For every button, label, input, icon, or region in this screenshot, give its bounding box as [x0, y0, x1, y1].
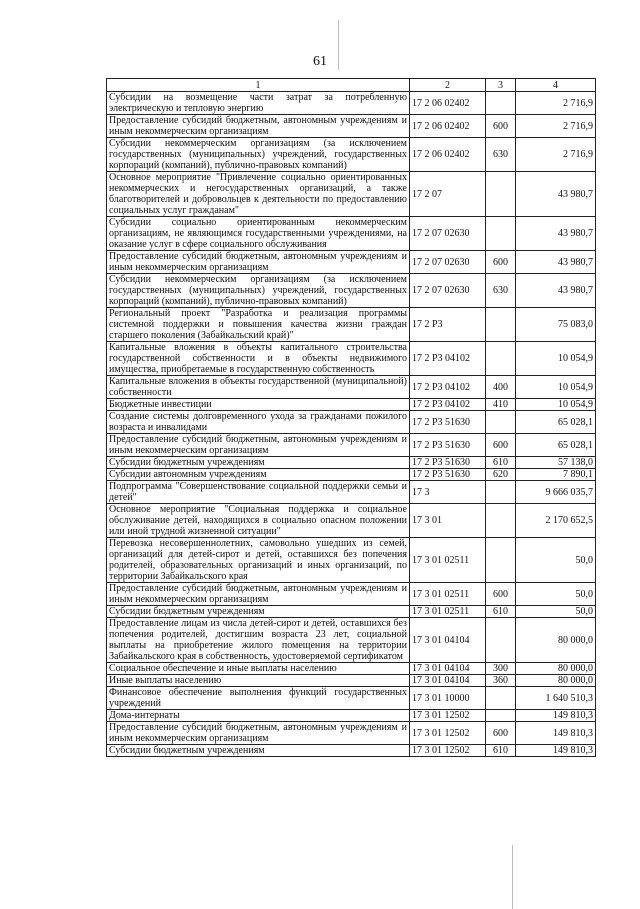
- row-vr: 620: [486, 469, 516, 481]
- row-sum: 65 028,1: [516, 411, 596, 434]
- row-vr: [486, 92, 516, 115]
- row-name: Предоставление субсидий бюджетным, автономным учреждениям и иным некоммерческим организациям: [107, 115, 410, 138]
- table-row: [107, 618, 596, 663]
- row-sum: 2 716,9: [516, 92, 596, 115]
- row-name: Дома-интернаты: [107, 710, 410, 722]
- row-name: Предоставление лицам из числа детей-сирот и детей, оставшихся без попечения родителей, достигшим возраста 23 лет, социальной выплаты на приобретение жилого помещения на территории Забайкальского края в собственность, удостоверяемой сертификатом: [107, 618, 410, 663]
- row-name: Основное мероприятие "Социальная поддержка и социальное обслуживание детей, находящихся в социально опасном положении или иной трудной жизненной ситуации": [107, 504, 410, 538]
- row-sum: 43 980,7: [516, 274, 596, 308]
- row-name: Региональный проект "Разработка и реализация программы системной поддержки и повышения качества жизни граждан старшего поколения (Забайкальский край)": [107, 308, 410, 342]
- row-code: 17 3 01 12502: [410, 745, 486, 757]
- row-name: Создание системы долговременного ухода за гражданами пожилого возраста и инвалидами: [107, 411, 410, 434]
- header-name: 1: [107, 79, 410, 92]
- row-name: Иные выплаты населению: [107, 675, 410, 687]
- header-vr: 3: [486, 79, 516, 92]
- row-sum: 149 810,3: [516, 710, 596, 722]
- row-sum: 75 083,0: [516, 308, 596, 342]
- table-row: [107, 663, 596, 675]
- table-row: [107, 710, 596, 722]
- row-code: 17 2 P3 04102: [410, 342, 486, 376]
- row-vr: [486, 481, 516, 504]
- row-sum: 2 716,9: [516, 115, 596, 138]
- row-name: Подпрограмма "Совершенствование социальной поддержки семьи и детей": [107, 481, 410, 504]
- row-name: Субсидии бюджетным учреждениям: [107, 606, 410, 618]
- row-vr: 360: [486, 675, 516, 687]
- row-code: 17 3 01 02511: [410, 606, 486, 618]
- row-code: 17 3 01 04104: [410, 675, 486, 687]
- fold-mark: [512, 845, 513, 909]
- row-code: 17 3 01 12502: [410, 710, 486, 722]
- row-name: Субсидии социально ориентированным некоммерческим организациям, не являющимся государственными учреждениями, на оказание услуг в сфере социального обслуживания: [107, 217, 410, 251]
- table-row: [107, 675, 596, 687]
- row-code: 17 2 P3 51630: [410, 411, 486, 434]
- row-code: 17 2 P3 04102: [410, 399, 486, 411]
- table-row: [107, 92, 596, 115]
- row-code: 17 2 07 02630: [410, 251, 486, 274]
- row-name: Основное мероприятие "Привлечение социально ориентированных некоммерческих и негосударственных организаций, а также благотворителей и добровольцев к деятельности по предоставлению социальных услуг гражданам": [107, 172, 410, 217]
- row-code: 17 3 01 02511: [410, 583, 486, 606]
- table-body: [107, 92, 596, 757]
- row-vr: [486, 687, 516, 710]
- row-vr: 600: [486, 434, 516, 457]
- row-sum: 2 716,9: [516, 138, 596, 172]
- row-name: Предоставление субсидий бюджетным, автономным учреждениям и иным некоммерческим организациям: [107, 583, 410, 606]
- row-name: Финансовое обеспечение выполнения функций государственных учреждений: [107, 687, 410, 710]
- row-sum: 50,0: [516, 583, 596, 606]
- row-sum: 80 000,0: [516, 663, 596, 675]
- row-code: 17 2 P3 04102: [410, 376, 486, 399]
- row-vr: [486, 308, 516, 342]
- row-code: 17 2 P3 51630: [410, 434, 486, 457]
- row-code: 17 2 06 02402: [410, 92, 486, 115]
- row-sum: 10 054,9: [516, 399, 596, 411]
- table-row: [107, 399, 596, 411]
- row-code: 17 3 01 02511: [410, 538, 486, 583]
- row-name: Субсидии бюджетным учреждениям: [107, 457, 410, 469]
- table-row: [107, 138, 596, 172]
- row-vr: 600: [486, 251, 516, 274]
- row-vr: 300: [486, 663, 516, 675]
- row-vr: 600: [486, 722, 516, 745]
- row-code: 17 3 01 04104: [410, 618, 486, 663]
- row-name: Социальное обеспечение и иные выплаты населению: [107, 663, 410, 675]
- row-vr: [486, 504, 516, 538]
- row-sum: 43 980,7: [516, 172, 596, 217]
- row-sum: 7 890,1: [516, 469, 596, 481]
- header-row: [107, 79, 596, 92]
- row-name: Предоставление субсидий бюджетным, автономным учреждениям и иным некоммерческим организациям: [107, 722, 410, 745]
- row-sum: 80 000,0: [516, 675, 596, 687]
- row-sum: 1 640 510,3: [516, 687, 596, 710]
- row-vr: 410: [486, 399, 516, 411]
- row-vr: 610: [486, 745, 516, 757]
- row-code: 17 2 P3: [410, 308, 486, 342]
- row-sum: 43 980,7: [516, 217, 596, 251]
- header-code: 2: [410, 79, 486, 92]
- row-name: Субсидии некоммерческим организациям (за исключением государственных (муниципальных) учреждений, государственных корпораций (компаний), публично-правовых компаний): [107, 138, 410, 172]
- row-name: Субсидии на возмещение части затрат за потребленную электрическую и тепловую энергию: [107, 92, 410, 115]
- row-code: 17 3 01: [410, 504, 486, 538]
- row-name: Капитальные вложения в объекты капитального строительства государственной собственности и в объекты недвижимого имущества, приобретаемые в государственную собственность: [107, 342, 410, 376]
- table-row: [107, 687, 596, 710]
- row-code: 17 2 06 02402: [410, 115, 486, 138]
- row-code: 17 3 01 12502: [410, 722, 486, 745]
- row-sum: 10 054,9: [516, 342, 596, 376]
- row-name: Перевозка несовершеннолетних, самовольно ушедших из семей, организаций для детей-сирот и детей, оставшихся без попечения родителей, образовательных организаций и иных организаций, по территории Забайкальского края: [107, 538, 410, 583]
- row-code: 17 2 06 02402: [410, 138, 486, 172]
- row-vr: 610: [486, 606, 516, 618]
- row-name: Субсидии автономным учреждениям: [107, 469, 410, 481]
- table-row: [107, 342, 596, 376]
- row-sum: 2 170 652,5: [516, 504, 596, 538]
- row-vr: [486, 710, 516, 722]
- row-sum: 50,0: [516, 538, 596, 583]
- row-code: 17 3: [410, 481, 486, 504]
- table-row: [107, 251, 596, 274]
- table-row: [107, 376, 596, 399]
- row-code: 17 3 01 10000: [410, 687, 486, 710]
- row-vr: [486, 411, 516, 434]
- row-sum: 50,0: [516, 606, 596, 618]
- table-row: [107, 411, 596, 434]
- row-code: 17 2 P3 51630: [410, 457, 486, 469]
- budget-table: [106, 78, 596, 757]
- row-name: Субсидии бюджетным учреждениям: [107, 745, 410, 757]
- row-code: 17 3 01 04104: [410, 663, 486, 675]
- row-vr: 610: [486, 457, 516, 469]
- row-vr: 630: [486, 274, 516, 308]
- table-row: [107, 538, 596, 583]
- header-sum: 4: [516, 79, 596, 92]
- row-code: 17 2 P3 51630: [410, 469, 486, 481]
- table-row: [107, 469, 596, 481]
- table-row: [107, 504, 596, 538]
- table-row: [107, 583, 596, 606]
- row-vr: [486, 618, 516, 663]
- row-vr: [486, 172, 516, 217]
- row-sum: 9 666 035,7: [516, 481, 596, 504]
- row-sum: 149 810,3: [516, 722, 596, 745]
- row-code: 17 2 07: [410, 172, 486, 217]
- row-sum: 80 000,0: [516, 618, 596, 663]
- row-sum: 43 980,7: [516, 251, 596, 274]
- row-name: Предоставление субсидий бюджетным, автономным учреждениям и иным некоммерческим организациям: [107, 251, 410, 274]
- row-sum: 149 810,3: [516, 745, 596, 757]
- row-code: 17 2 07 02630: [410, 217, 486, 251]
- table-row: [107, 172, 596, 217]
- row-name: Капитальные вложения в объекты государственной (муниципальной) собственности: [107, 376, 410, 399]
- table-row: [107, 217, 596, 251]
- table-row: [107, 606, 596, 618]
- table-row: [107, 434, 596, 457]
- row-vr: 630: [486, 138, 516, 172]
- row-name: Предоставление субсидий бюджетным, автономным учреждениям и иным некоммерческим организациям: [107, 434, 410, 457]
- row-vr: [486, 342, 516, 376]
- table-row: [107, 115, 596, 138]
- row-sum: 65 028,1: [516, 434, 596, 457]
- row-vr: [486, 217, 516, 251]
- table-row: [107, 457, 596, 469]
- table-row: [107, 274, 596, 308]
- table-row: [107, 308, 596, 342]
- table-row: [107, 722, 596, 745]
- row-vr: 400: [486, 376, 516, 399]
- row-code: 17 2 07 02630: [410, 274, 486, 308]
- page-number: 61: [313, 54, 327, 69]
- row-sum: 57 138,0: [516, 457, 596, 469]
- row-sum: 10 054,9: [516, 376, 596, 399]
- row-name: Субсидии некоммерческим организациям (за исключением государственных (муниципальных) учреждений, государственных корпораций (компаний), публично-правовых компаний): [107, 274, 410, 308]
- table-row: [107, 745, 596, 757]
- row-vr: 600: [486, 115, 516, 138]
- row-vr: 600: [486, 583, 516, 606]
- row-name: Бюджетные инвестиции: [107, 399, 410, 411]
- table-row: [107, 481, 596, 504]
- row-vr: [486, 538, 516, 583]
